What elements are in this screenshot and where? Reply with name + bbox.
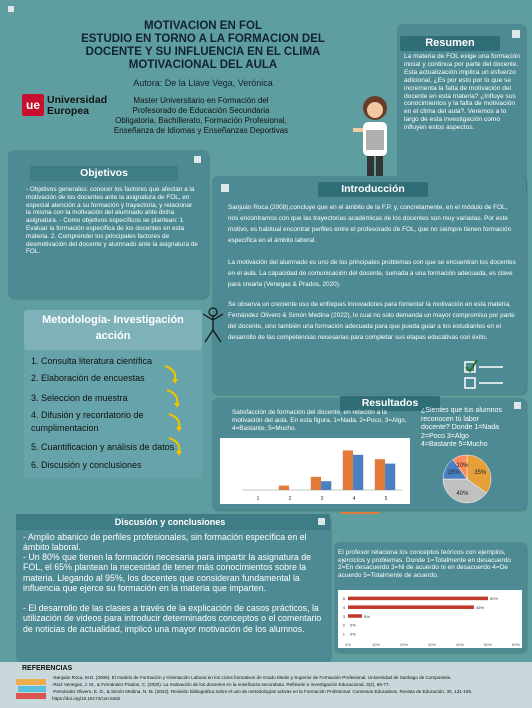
title-line4: MOTIVACIONAL DEL AULA [128, 59, 278, 71]
chart1-bar [311, 477, 321, 490]
title-line3: DOCENTE Y SU INFLUENCIA EN EL CLIMA [85, 46, 321, 58]
chart3-tick-label: 10% [371, 642, 381, 647]
resultados-q2 [421, 407, 521, 450]
person-illustration-icon [200, 306, 226, 346]
metodologia-title-line2: acción [95, 330, 131, 342]
chart1-tick-label: 4 [352, 496, 356, 502]
step-3: 3. Seleccion de muestra [31, 393, 128, 403]
chart1-bar [375, 459, 385, 490]
checklist-icon [463, 358, 507, 394]
step-1: 1. Consulta literatura científica [31, 356, 153, 366]
discusion-b2: - Un 80% que tienen la formación necesaria para impartir la asignatura de FOL, el 65% plantean la necesidad de tener más conocimientos sobre la materia. Llegando al 95%, los docentes que consideran fundamental la influencia que ejerce su formación en la materia que imparten. [23, 552, 312, 593]
chart3-bar [348, 614, 362, 618]
q2-line4: 2=Poco 3=Algo [421, 432, 469, 440]
ref-4: https://doi.org/10.18172/con.5362 [52, 696, 121, 701]
chart1-bar [353, 455, 363, 490]
chart1-tick-label: 1 [256, 496, 260, 502]
step-6: 6. Discusión y conclusiones [31, 460, 142, 470]
person-svg [200, 306, 226, 346]
chart1-bar [343, 450, 353, 490]
corner-decor [512, 30, 520, 38]
chart3-data-label: 0% [350, 622, 356, 628]
chart2-slice-label: 10% [456, 462, 469, 469]
chart1-bar [321, 481, 331, 490]
chart3-svg [338, 590, 522, 648]
chart3-data-label: 0% [350, 631, 356, 637]
discusion-title: Discusión y conclusiones [114, 517, 226, 527]
title-line2: ESTUDIO EN TORNO A LA FORMACION DEL [81, 33, 325, 45]
character-illustration [345, 90, 405, 180]
q2-line1: ¿Sientes que tus alumnos [421, 407, 502, 414]
intro-p1: Sanjuán Roca (2008),concluye que en el ámbito de la F.P. y, concretamente, en el módulo de FOL, nos encontramos con que las trayectorias académicas de los docentes son muy variadas. Por este motivo, es habitual encontrar perfiles entre el profesorado de FOL, que no siempre tienen formación específica en el ámbito laboral. [228, 204, 512, 244]
resultados-q1: Satisfacción de formación del docente, en relación a la motivación del aula. En esta figura, 1=Nada, 2=Poco, 3=Algo, 4=Bastante, 5=Mucho. [232, 409, 407, 432]
step-4b: cumplimentacion [31, 423, 99, 433]
corner-decor [221, 184, 229, 192]
step-5: 5. Cuantificacion y análisis de datos [31, 442, 175, 452]
chart3-data-label: 45% [476, 604, 485, 610]
objetivos-text: - Objetivos generales: conocer los factores que afectan a la motivación de los docentes ante la asignatura de FOL, en especial atención a su formación y trayectoria, y relacionar la misma con la motivación del alumnado ante dicha asignatura. - Como objetivos específicos se plantean: 1. Evaluar la formación específica de los docentes en esta materia. 2. Comprender los principales factores de desmotivación del docente y alumnado ante la asignatura de FOL. [26, 186, 198, 256]
chart2-svg [432, 453, 502, 505]
chart3-category-label: 5 [342, 596, 345, 602]
program-line3: Obligatoria, Bachillerato, Formación Profesional, [115, 116, 287, 125]
q2-line3: docente? Donde 1=Nada [421, 424, 500, 431]
q2-line5: 4=Bastante 5=Mucho [421, 441, 488, 448]
discusion-b1: - Amplio abanico de perfiles profesionales, sin formación específica en el ámbito laboral. [23, 532, 307, 553]
program-line2: Profesorado de Educación Secundaria [132, 106, 270, 115]
title-line1: MOTIVACION EN FOL [144, 20, 262, 32]
chart1-bar [385, 464, 395, 490]
q2-line2: reconocen tú labor [421, 415, 479, 423]
chart2-slice-label: 40% [456, 491, 469, 498]
chart3-tick-label: 20% [399, 642, 409, 647]
chart1-svg [220, 438, 410, 504]
chart3-category-label: 1 [342, 631, 345, 637]
resumen-text: La materia de FOL exige una formación inicial y continua por parte del docente. Esta actualización implica un esfuerzo adicional, ¿Es por esto por lo que se incrementa la falta de motivación del docente en esta materia? ¿Influye sus conocimientos y la falta de motivación en el clima del aula?. Veremos a lo largo de esta investigación como influyen estos aspectos. [404, 53, 520, 132]
chart3-tick-label: 30% [427, 642, 437, 647]
objetivos-title: Objetivos [30, 166, 178, 181]
chart1-tick-label: 2 [288, 496, 292, 502]
corner-decor [8, 6, 14, 12]
referencias-title: REFERENCIAS [22, 665, 73, 672]
chart3-tick-label: 50% [483, 642, 493, 647]
books-icon [14, 675, 50, 703]
introduccion-title: Introducción [318, 182, 428, 197]
ref-3: -Fernández Olivero, E. D., & Simón Medina, N. M. (2022). Revisión bibliográfica sobre el uso de metodologías activas en la Formación Profesional. Contextos Educativos. Revista de Educación, 30, 131-155. [52, 689, 473, 694]
metodologia-title-line1: Metodología- Investigación [42, 314, 184, 326]
univ-word2: Europea [47, 105, 90, 117]
ue-logo-icon: ue [22, 94, 44, 116]
flow-arrows-icon [155, 360, 195, 465]
chart3-bar [348, 597, 488, 601]
program-line4: Enseñanza de Idiomas y Enseñanzas Deportivas [113, 126, 289, 135]
intro-p3: Se observa un creciente uso de enfoques innovadores para fomentar la motivación en esta materia, Fernández Olivero & Simón Medina (2022), lo cual no solo demanda un mayor compromiso por parte del docente, sino también una formación adecuada para que pueda guiar a los estudiantes en el desarrollo de las competencias necesarias para completar sus etapas educativas con éxito. [228, 301, 515, 341]
resultados-title: Resultados [340, 396, 440, 411]
university-logo [22, 94, 107, 124]
step-2: 2. Elaboración de encuestas [31, 373, 145, 383]
program-line1: Master Universitario en Formación del [133, 96, 269, 105]
author: Autora: De la Llave Vega, Verónica [133, 78, 273, 88]
chart2-slice-label: 15% [447, 470, 460, 477]
chart1-bar [279, 486, 289, 490]
program-text [106, 96, 296, 136]
discusion-b3: - El desarrollo de las clases a través de la explicación de casos prácticos, la utilización de videos para introducir determinados conceptos o el comentario de noticias de actualidad, implicó una mayor motivación de los alumnos. [23, 603, 322, 634]
chart3-category-label: 3 [342, 613, 345, 619]
accent-line [340, 512, 380, 514]
ref-1: -Sanjuán Roca, M.D. (2008). El modelo de Formación y Orientación Laboral en los ciclos formativos de Grado Medio y Superior de Formación Profesional. Universidad de Santiago de Compostela. [52, 675, 452, 680]
chart2-slice-label: 35% [474, 470, 487, 477]
chart3-data-label: 5% [364, 613, 370, 619]
chart1-tick-label: 3 [320, 496, 324, 502]
title-block [8, 6, 393, 150]
step-4: 4. Difusión y recordatorio de [31, 410, 144, 420]
chart3-tick-label: 60% [511, 642, 521, 647]
resumen-title: Resumen [400, 36, 500, 51]
chart1-tick-label: 5 [384, 496, 388, 502]
chart3-tick-label: 0% [345, 642, 351, 647]
corner-decor [194, 156, 201, 163]
chart3-bar [348, 605, 474, 609]
chart3-tick-label: 40% [455, 642, 465, 647]
ref-2: -Ruiz Venegas, J. M., & Fernández Prados, C. (2020). La motivación de los docentes en la enseñanza secundaria. Reflexión e investigación Educacional, 3(2), 66-77. [52, 682, 390, 687]
corner-decor [318, 518, 325, 525]
chart3-category-label: 2 [342, 622, 345, 628]
resultados-q3: El profesor relaciona los conceptos teóricos con ejemplos, ejercicios y problemas. Donde 1=Totalmente en desacuerdo 2=En desacuerdo 3=Ni de acuerdo ni en desacuerdo 4=De acuerdo 5=Totalmente de acuerdo. [338, 549, 511, 579]
intro-p2: La motivación del alumnado es uno de los principales problemas con que se encuentran los docentes en el aula. La capacidad de comunicación del docente, sumada a una formación adecuada, es clave para crearla (Venegas & Prados, 2020). [228, 259, 516, 288]
chart3-category-label: 4 [342, 604, 345, 610]
univ-word1: Universidad [47, 94, 108, 106]
chart3-data-label: 50% [490, 596, 499, 602]
